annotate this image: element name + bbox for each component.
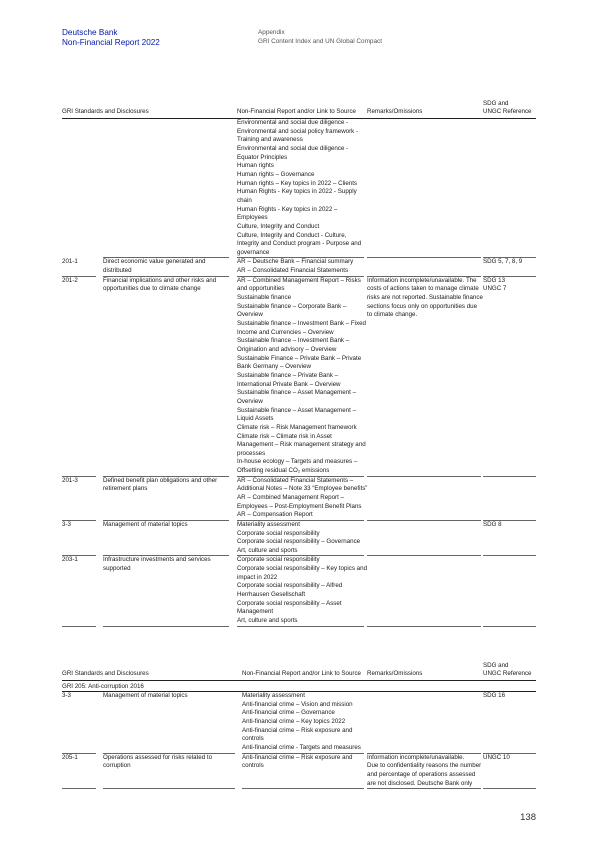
- subsection-name: GRI Content Index and UN Global Compact: [258, 38, 382, 45]
- remarks-line: Information incomplete/unavailable.: [367, 753, 465, 761]
- link-line: International Private Bank – Overview: [237, 380, 341, 388]
- link-line: Sustainable finance – Asset Management –: [237, 389, 357, 397]
- table-header: [62, 100, 536, 118]
- link-line: Human rights: [237, 162, 274, 170]
- link-line: Corporate social responsibility: [237, 556, 320, 564]
- cell-desc: [103, 692, 235, 701]
- link-line: Culture, Integrity and Conduct - Culture,: [237, 231, 347, 239]
- link-line: Overview: [237, 397, 263, 405]
- desc-line: Infrastructure investments and services: [103, 556, 211, 564]
- link-line: Human rights – Governance: [237, 170, 315, 178]
- cell-desc: [103, 754, 235, 771]
- remarks-line: to climate change.: [367, 311, 418, 319]
- link-line: and opportunities: [237, 285, 285, 293]
- desc-line: opportunities due to climate change: [103, 285, 201, 293]
- col-link: Non-Financial Report and/or Link to Source: [237, 107, 357, 115]
- table-header: [62, 660, 536, 680]
- link-line: controls: [242, 735, 264, 743]
- link-line: AR – Deutsche Bank – Financial summary: [237, 258, 354, 266]
- sdg-line: UNGC 10: [483, 753, 510, 761]
- link-line: Anti-financial crime – Risk exposure and: [242, 726, 353, 734]
- cell-rule: [62, 626, 96, 627]
- table-row: [62, 277, 536, 477]
- disclosure-id: 201-1: [62, 258, 78, 266]
- cell-desc: [103, 477, 229, 494]
- cell-sdg: [483, 521, 536, 530]
- cell-rule: [367, 788, 481, 789]
- remarks-line: Information incomplete/unavailable. The: [367, 276, 477, 284]
- cell-rule: [62, 788, 96, 789]
- sdg-line: SDG 13: [483, 276, 506, 284]
- link-line: Corporate social responsibility – Alfred: [237, 582, 343, 590]
- desc-line: Management of material topics: [103, 520, 188, 528]
- cell-desc: [103, 258, 229, 275]
- link-line: Climate risk – Climate risk in Asset: [237, 432, 332, 440]
- remarks-line: sections focus only on opportunities due: [367, 302, 478, 310]
- cell-rule: [237, 626, 364, 627]
- cell-sdg: [483, 754, 536, 763]
- col-sdg-1: SDG and: [483, 661, 509, 669]
- link-line: chain: [237, 196, 252, 204]
- link-line: Materiality assessment: [242, 692, 305, 699]
- col-gri: GRI Standards and Disclosures: [62, 107, 149, 115]
- link-line: Anti-financial crime - Targets and measures: [242, 743, 361, 751]
- link-line: controls: [242, 762, 264, 770]
- link-line: Sustainable finance – Asset Management –: [237, 406, 357, 414]
- cell-remarks: [367, 277, 481, 320]
- col-sdg-2: UNGC Reference: [483, 669, 532, 677]
- link-line: Corporate social responsibility – Governance: [237, 538, 361, 546]
- cell-link: [237, 521, 364, 556]
- link-line: Human Rights - Key topics in 2022 - Supply: [237, 188, 357, 196]
- link-line: Sustainable finance – Corporate Bank –: [237, 302, 347, 310]
- disclosure-id: 3-3: [62, 692, 71, 699]
- disclosure-id: 203-1: [62, 556, 78, 564]
- col-remarks: Remarks/Omissions: [367, 107, 423, 115]
- col-sdg-2: UNGC Reference: [483, 107, 532, 115]
- cell-rule: [242, 788, 364, 789]
- remarks-line: risks are not reported. Sustainable finance: [367, 294, 483, 301]
- cell-link: [237, 258, 364, 275]
- desc-line: Operations assessed for risks related to: [103, 753, 213, 761]
- link-line: Additional Notes – Note 33 “Employee benefits”: [237, 485, 368, 493]
- sdg-line: UNGC 7: [483, 285, 507, 293]
- desc-line: corruption: [103, 762, 131, 770]
- cell-rule: [367, 626, 481, 627]
- link-line: Anti-financial crime – Risk exposure and: [242, 753, 353, 761]
- cell-remarks: [367, 754, 481, 789]
- link-line: Climate risk – Risk Management framework: [237, 423, 357, 431]
- gri-table-1: [62, 100, 536, 627]
- disclosure-id: 201-2: [62, 276, 78, 284]
- remarks-line: Due to confidentiality reasons the number: [367, 762, 482, 770]
- link-line: Sustainable finance: [237, 294, 292, 301]
- link-line: Employees – Post-Employment Benefit Plans: [237, 502, 362, 510]
- group-title: GRI 205: Anti-corruption 2016: [62, 683, 144, 690]
- table-row: [62, 258, 536, 276]
- link-line: impact in 2022: [237, 573, 278, 581]
- col-sdg-1: SDG and: [483, 99, 509, 107]
- link-line: Sustainable Finance – Private Bank – Private: [237, 354, 362, 362]
- desc-line: Defined benefit plan obligations and other: [103, 476, 218, 484]
- link-line: Sustainable finance – Investment Bank –: [237, 337, 350, 345]
- link-line: Equator Principles: [237, 153, 288, 161]
- link-line: Environmental and social due diligence -: [237, 119, 349, 126]
- gri-table-2: [62, 660, 536, 789]
- remarks-line: and percentage of operations assessed: [367, 770, 476, 778]
- col-gri: GRI Standards and Disclosures: [62, 669, 149, 677]
- link-line: Anti-financial crime – Key topics 2022: [242, 717, 346, 725]
- disclosure-id: 201-3: [62, 476, 78, 484]
- cell-rule: [483, 788, 536, 789]
- link-line: Integrity and Conduct program - Purpose and: [237, 240, 362, 248]
- link-line: Liquid Assets: [237, 415, 274, 423]
- table-row: [62, 119, 536, 258]
- desc-line: retirement plans: [103, 485, 148, 493]
- link-line: AR – Combined Management Report – Risks: [237, 276, 361, 284]
- org-name: Deutsche Bank: [62, 28, 118, 37]
- report-name: Non-Financial Report 2022: [62, 38, 160, 47]
- cell-link: [237, 277, 364, 476]
- link-line: Corporate social responsibility: [237, 529, 320, 537]
- table-body: [62, 692, 536, 789]
- table-row: [62, 477, 536, 521]
- desc-line: distributed: [103, 267, 132, 275]
- link-line: Anti-financial crime – Governance: [242, 709, 335, 717]
- link-line: Bank Germany – Overview: [237, 363, 311, 371]
- link-line: Training and awareness: [237, 136, 303, 144]
- page-number: 138: [520, 812, 536, 823]
- table-row: [62, 692, 536, 754]
- disclosure-id: 3-3: [62, 520, 71, 528]
- table-body: [62, 119, 536, 627]
- col-link: Non-Financial Report and/or Link to Source: [242, 669, 362, 677]
- link-line: Human Rights - Key topics in 2022 –: [237, 205, 338, 213]
- link-line: Management: [237, 608, 274, 616]
- link-line: Environmental and social policy framework -: [237, 127, 359, 135]
- link-line: AR – Compensation Report: [237, 511, 313, 519]
- link-line: In-house ecology – Targets and measures –: [237, 458, 358, 466]
- cell-rule: [483, 626, 536, 627]
- sdg-line: SDG 5, 7, 8, 9: [483, 258, 523, 266]
- cell-desc: [103, 277, 229, 294]
- cell-sdg: [483, 258, 536, 267]
- desc-line: Financial implications and other risks and: [103, 276, 217, 284]
- link-line: Corporate social responsibility – Asset: [237, 599, 342, 607]
- link-line: Herrhausen Gesellschaft: [237, 591, 306, 599]
- cell-rule: [103, 626, 229, 627]
- remarks-line: are not disclosed. Deutsche Bank only: [367, 779, 473, 787]
- cell-link: [237, 556, 368, 625]
- cell-link: [237, 119, 364, 258]
- link-line: Corporate social responsibility – Key topics and: [237, 565, 368, 573]
- link-line: Sustainable finance – Investment Bank – Fixed: [237, 319, 366, 327]
- link-line: Materiality assessment: [237, 520, 300, 528]
- link-line: AR – Combined Management Report –: [237, 493, 344, 501]
- link-line: Offsetting residual CO₂ emissions: [237, 467, 330, 475]
- section-name: Appendix: [258, 29, 285, 36]
- sdg-line: SDG 16: [483, 692, 506, 699]
- link-line: Art, culture and sports: [237, 617, 298, 625]
- link-line: Overview: [237, 311, 263, 319]
- table-row: [62, 556, 536, 626]
- header-right: [258, 28, 382, 46]
- link-line: Human rights – Key topics in 2022 – Clients: [237, 179, 358, 187]
- cell-sdg: [483, 692, 536, 701]
- remarks-line: costs of actions taken to manage climate: [367, 285, 479, 293]
- disclosure-id: 205-1: [62, 753, 78, 761]
- link-line: Employees: [237, 214, 268, 222]
- link-line: Origination and advisory – Overview: [237, 345, 337, 353]
- link-line: Sustainable finance – Private Bank –: [237, 371, 339, 379]
- cell-desc: [103, 521, 229, 530]
- table-row: [62, 754, 536, 790]
- table-row: [62, 521, 536, 557]
- desc-line: supported: [103, 565, 131, 573]
- cell-link: [242, 754, 364, 771]
- header-left: [62, 28, 160, 48]
- sdg-line: SDG 8: [483, 520, 502, 528]
- link-line: Income and Currencies – Overview: [237, 328, 334, 336]
- cell-link: [237, 476, 368, 520]
- desc-line: Direct economic value generated and: [103, 258, 206, 266]
- desc-line: Management of material topics: [103, 692, 188, 699]
- link-line: AR – Consolidated Financial Statements –: [237, 476, 354, 484]
- link-line: Culture, Integrity and Conduct: [237, 222, 320, 230]
- link-line: Anti-financial crime – Vision and mission: [242, 700, 353, 708]
- cell-link: [242, 692, 364, 753]
- link-line: Management – Risk management strategy and: [237, 441, 366, 449]
- link-line: Environmental and social due diligence -: [237, 144, 349, 152]
- cell-rule: [103, 788, 235, 789]
- link-line: Art, culture and sports: [237, 546, 298, 554]
- link-line: governance: [237, 248, 270, 256]
- link-line: AR – Consolidated Financial Statements: [237, 267, 349, 275]
- col-remarks: Remarks/Omissions: [367, 669, 423, 677]
- cell-sdg: [483, 277, 536, 294]
- link-line: processes: [237, 449, 266, 457]
- cell-desc: [103, 556, 229, 573]
